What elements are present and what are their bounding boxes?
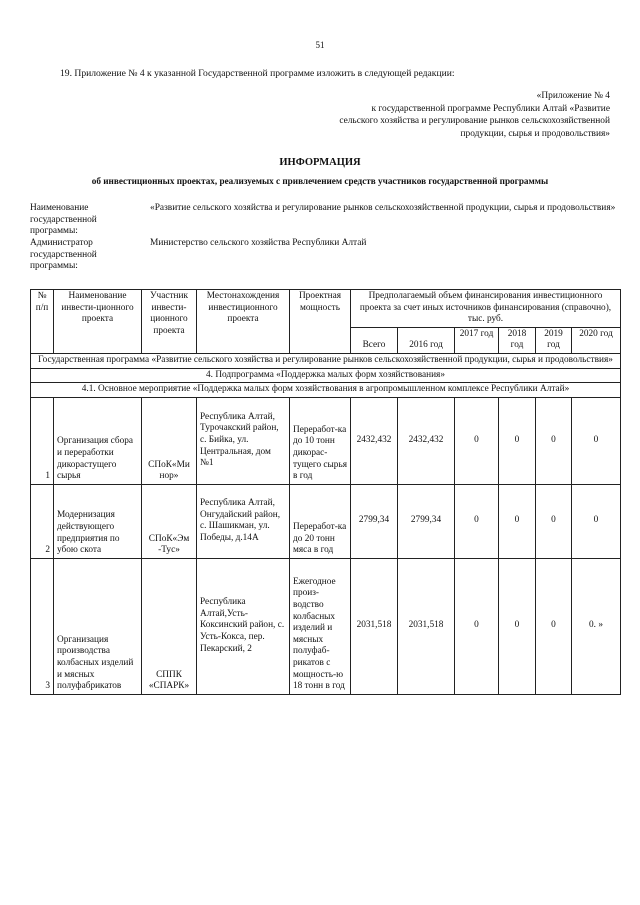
administrator-label: Администратор государственной программы:: [30, 238, 97, 271]
header-location: Местонахождения инвестиционного проекта: [197, 290, 290, 354]
value-2017-cell: 0: [455, 484, 499, 558]
program-name-value: «Развитие сельского хозяйства и регулирование рынков сельскохозяйственной продукции, сырья и продовольствия»: [150, 203, 616, 213]
value-2018-cell: 0: [499, 558, 536, 694]
value-2016-cell: 2432,432: [398, 397, 455, 484]
header-capacity: Проектная мощность: [290, 290, 351, 354]
project-name-cell: Организация сбора и переработки дикорастущего сырья: [54, 397, 142, 484]
appendix-caption: [290, 90, 610, 140]
value-2020-cell: 0. »: [572, 558, 621, 694]
value-2019-cell: 0: [536, 397, 572, 484]
table-row: [31, 558, 621, 694]
value-2020-cell: 0: [572, 484, 621, 558]
header-2018: 2018 год: [499, 327, 536, 353]
section-program-title: Государственная программа «Развитие сельского хозяйства и регулирование рынков сельскохозяйственной продукции, сырья и продовольствия»: [31, 353, 621, 368]
document-heading: ИНФОРМАЦИЯ: [279, 157, 361, 168]
capacity-cell: Переработ-ка до 10 тонн дикорас-тущего сырья в год: [290, 397, 351, 484]
header-2020: 2020 год: [572, 327, 621, 353]
appendix-line-2: к государственной программе Республики Алтай «Развитие: [371, 103, 610, 114]
header-funding: Предполагаемый объем финансирования инвестиционного проекта за счет иных источников финансирования (справочно), тыс. руб.: [351, 290, 621, 328]
value-2019-cell: 0: [536, 484, 572, 558]
section-subprogram-row: [31, 368, 621, 383]
value-2016-cell: 2799,34: [398, 484, 455, 558]
table-header-row: [31, 290, 621, 328]
header-participant: Участник инвести-ционного проекта: [142, 290, 197, 354]
value-2020-cell: 0: [572, 397, 621, 484]
program-name-label: Наименование государственной программы:: [30, 203, 97, 236]
row-number: 1: [31, 397, 54, 484]
section-measure-row: [31, 383, 621, 398]
project-name-cell: Организация производства колбасных изделий и мясных полуфабрикатов: [54, 558, 142, 694]
section-program-row: [31, 353, 621, 368]
total-cell: 2031,518: [351, 558, 398, 694]
location-cell: Республика Алтай, Турочакский район, с. Бийка, ул. Центральная, дом №1: [197, 397, 290, 484]
section-subprogram-title: 4. Подпрограмма «Поддержка малых форм хозяйствования»: [31, 368, 621, 383]
total-cell: 2432,432: [351, 397, 398, 484]
section-measure-title: 4.1. Основное мероприятие «Поддержка малых форм хозяйствования в агропромышленном комплексе Республики Алтай»: [31, 383, 621, 398]
table-row: [31, 397, 621, 484]
administrator-value: Министерство сельского хозяйства Республики Алтай: [150, 238, 367, 248]
value-2018-cell: 0: [499, 397, 536, 484]
appendix-line-1: «Приложение № 4: [536, 91, 610, 101]
value-2018-cell: 0: [499, 484, 536, 558]
page-number: 51: [315, 40, 325, 50]
header-project-name: Наименование инвести-ционного проекта: [54, 290, 142, 354]
header-2019: 2019 год: [536, 327, 572, 353]
investment-projects-table: [30, 289, 621, 695]
header-num: № п/п: [31, 290, 54, 354]
header-2016: 2016 год: [398, 327, 455, 353]
value-2017-cell: 0: [455, 397, 499, 484]
intro-paragraph: 19. Приложение № 4 к указанной Государственной программе изложить в следующей редакции:: [60, 68, 455, 79]
participant-cell: СППК «СПАРК»: [142, 558, 197, 694]
participant-cell: СПоК«Ми нор»: [142, 397, 197, 484]
participant-cell: СПоК«Эм -Тус»: [142, 484, 197, 558]
value-2016-cell: 2031,518: [398, 558, 455, 694]
appendix-line-3: сельского хозяйства и регулирование рынков сельскохозяйственной: [339, 116, 610, 126]
document-subheading: об инвестиционных проектах, реализуемых с привлечением средств участников государственной программы: [91, 176, 549, 186]
appendix-line-4: продукции, сырья и продовольствия»: [460, 128, 610, 139]
location-cell: Республика Алтай,Усть-Коксинский район, с. Усть-Кокса, пер. Пекарский, 2: [197, 558, 290, 694]
location-cell: Республика Алтай, Онгудайский район, с. Шашикман, ул. Победы, д.14А: [197, 484, 290, 558]
capacity-cell: Переработ-ка до 20 тонн мяса в год: [290, 484, 351, 558]
header-2017: 2017 год: [455, 327, 499, 353]
header-total: Всего: [351, 327, 398, 353]
table-row: [31, 484, 621, 558]
value-2019-cell: 0: [536, 558, 572, 694]
total-cell: 2799,34: [351, 484, 398, 558]
row-number: 3: [31, 558, 54, 694]
value-2017-cell: 0: [455, 558, 499, 694]
row-number: 2: [31, 484, 54, 558]
project-name-cell: Модернизация действующего предприятия по убою скота: [54, 484, 142, 558]
capacity-cell: Ежегодное произ-водство колбасных изделий и мясных полуфаб-рикатов с мощность-ю 18 тонн в год: [290, 558, 351, 694]
